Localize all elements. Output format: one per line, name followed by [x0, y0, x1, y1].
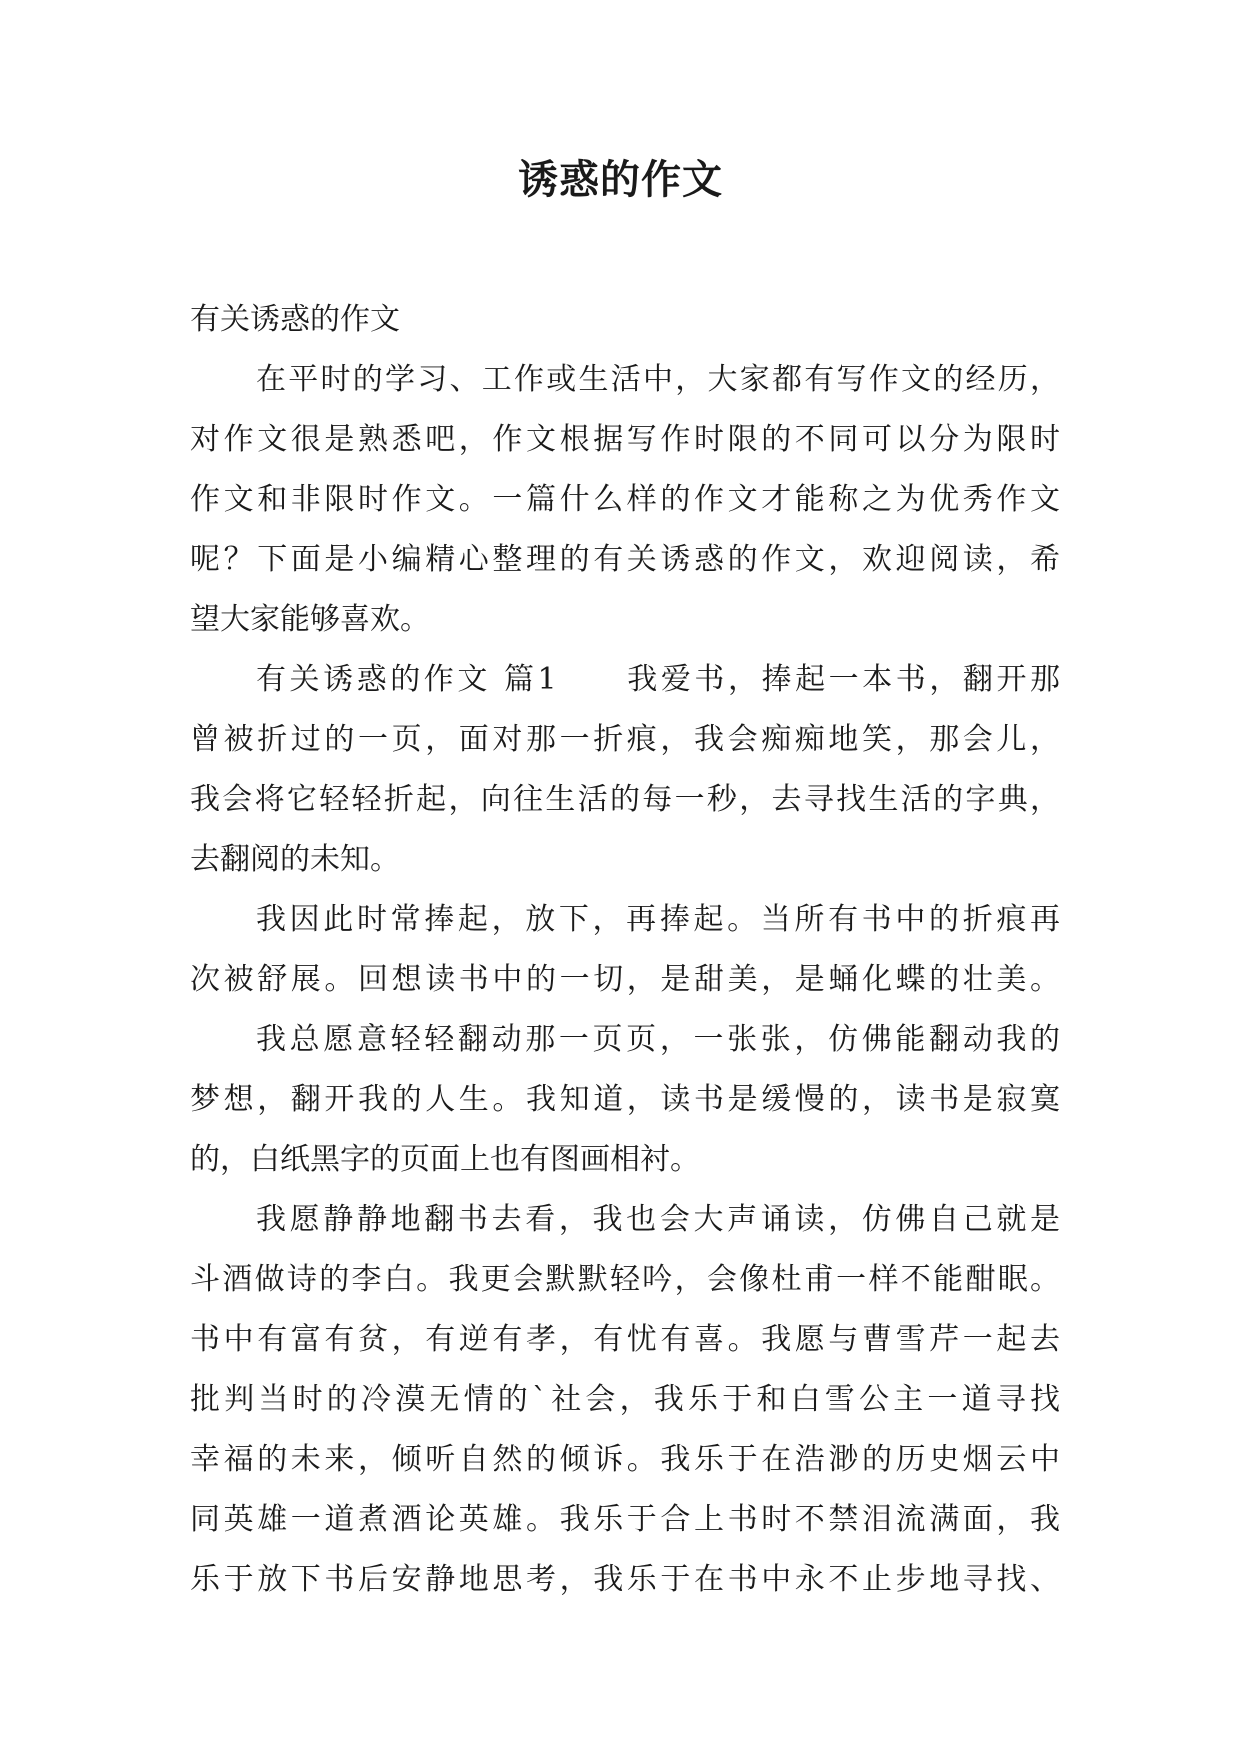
body-line: 我总愿意轻轻翻动那一页页，一张张，仿佛能翻动我的 — [256, 1022, 1060, 1057]
body-line: 书中有富有贫，有逆有孝，有忧有喜。我愿与曹雪芹一起去 — [190, 1322, 1060, 1357]
body-line: 梦想，翻开我的人生。我知道，读书是缓慢的，读书是寂寞 — [190, 1082, 1060, 1117]
body-line: 我会将它轻轻折起，向往生活的每一秒，去寻找生活的字典， — [190, 782, 1060, 817]
body-line: 去翻阅的未知。 — [190, 842, 400, 877]
body-line: 次被舒展。回想读书中的一切，是甜美，是蛹化蝶的壮美。 — [190, 962, 1060, 997]
body-line: 呢？下面是小编精心整理的有关诱惑的作文，欢迎阅读，希 — [190, 542, 1060, 577]
body-line: 我因此时常捧起，放下，再捧起。当所有书中的折痕再 — [256, 902, 1060, 937]
document-title: 诱惑的作文 — [518, 157, 723, 203]
body-line: 曾被折过的一页，面对那一折痕，我会痴痴地笑，那会儿， — [190, 722, 1060, 757]
body-line: 作文和非限时作文。一篇什么样的作文才能称之为优秀作文 — [190, 482, 1060, 517]
body-line: 有关诱惑的作文 篇1 我爱书，捧起一本书，翻开那 — [256, 662, 1060, 697]
body-line: 的，白纸黑字的页面上也有图画相衬。 — [190, 1142, 700, 1177]
body-line: 幸福的未来，倾听自然的倾诉。我乐于在浩渺的历史烟云中 — [190, 1442, 1060, 1477]
body-line: 乐于放下书后安静地思考，我乐于在书中永不止步地寻找、 — [190, 1562, 1060, 1597]
body-line: 对作文很是熟悉吧，作文根据写作时限的不同可以分为限时 — [190, 422, 1060, 457]
body-line: 有关诱惑的作文 — [190, 302, 400, 337]
body-line: 我愿静静地翻书去看，我也会大声诵读，仿佛自己就是 — [256, 1202, 1060, 1237]
body-line: 同英雄一道煮酒论英雄。我乐于合上书时不禁泪流满面，我 — [190, 1502, 1060, 1537]
body-line: 批判当时的冷漠无情的`社会，我乐于和白雪公主一道寻找 — [190, 1382, 1060, 1417]
body-line: 斗酒做诗的李白。我更会默默轻吟，会像杜甫一样不能酣眠。 — [190, 1262, 1060, 1297]
body-line: 在平时的学习、工作或生活中，大家都有写作文的经历， — [256, 362, 1060, 397]
document-body — [190, 290, 1060, 1610]
body-line: 望大家能够喜欢。 — [190, 602, 430, 637]
